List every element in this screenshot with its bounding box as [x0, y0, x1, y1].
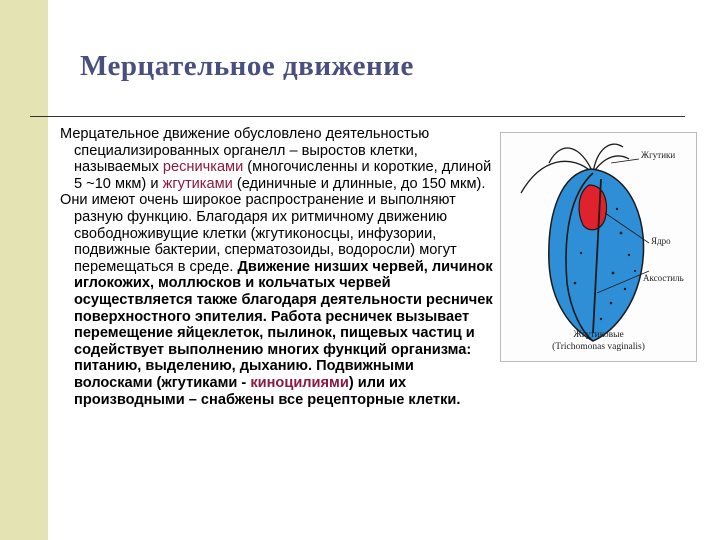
paragraph-function	[56, 192, 496, 408]
paragraph-definition-text-2: (многочисленны и короткие, длиной 5 ~10 мкм) и	[74, 159, 492, 192]
side-decor-band	[0, 0, 48, 540]
paragraph-function-text-3: ) или их производными – снабжены все рецепторные клетки.	[74, 374, 461, 408]
label-axostyle: Аксостиль	[643, 273, 684, 283]
paragraph-function-text-2: Движение низших червей, личинок иглокожих, моллюсков и кольчатых червей осуществляется также благодаря деятельности ресничек поверхностного эпителия. Работа ресничек вызывает перемещение яйцеклеток, пылинок, пищевых частиц и содействует выполнению многих функций организма: питанию, выделению, дыханию. Подвижными волосками (жгутиками -	[74, 258, 493, 391]
trichomonas-illustration	[501, 133, 696, 361]
title-divider	[30, 116, 685, 117]
paragraph-definition-text-1: Мерцательное движение обусловлено деятельностью специализированных органелл – выростов клетки, называемых	[60, 126, 430, 176]
term-flagella: жгутиками	[162, 175, 233, 192]
slide-title: Мерцательное движение	[80, 50, 414, 82]
figure-caption-line-1: Жгутиковые	[573, 330, 624, 340]
term-kinocilia: киноцилиями	[250, 374, 349, 391]
label-nucleus: Ядро	[651, 236, 671, 246]
trichomonas-figure	[500, 132, 697, 362]
pointer-flagella	[611, 159, 639, 163]
figure-caption-line-2: (Trichomonas vaginalis)	[552, 342, 645, 352]
paragraph-function-text-1: Они имеют очень широкое распространение и выполняют разную функцию. Благодаря их ритмичному движению свободноживущие клетки (жгутиконосцы, инфузории, подвижные бактерии, сперматозоиды, водоросли) могут перемещаться в среде.	[60, 192, 457, 275]
paragraph-definition	[56, 126, 496, 192]
nucleus	[579, 185, 606, 230]
label-flagella: Жгутики	[641, 150, 676, 160]
paragraph-definition-text-3: (единичные и длинные, до 150 мкм).	[232, 175, 486, 192]
term-cilia: ресничками	[162, 159, 244, 176]
slide-body	[56, 126, 496, 408]
